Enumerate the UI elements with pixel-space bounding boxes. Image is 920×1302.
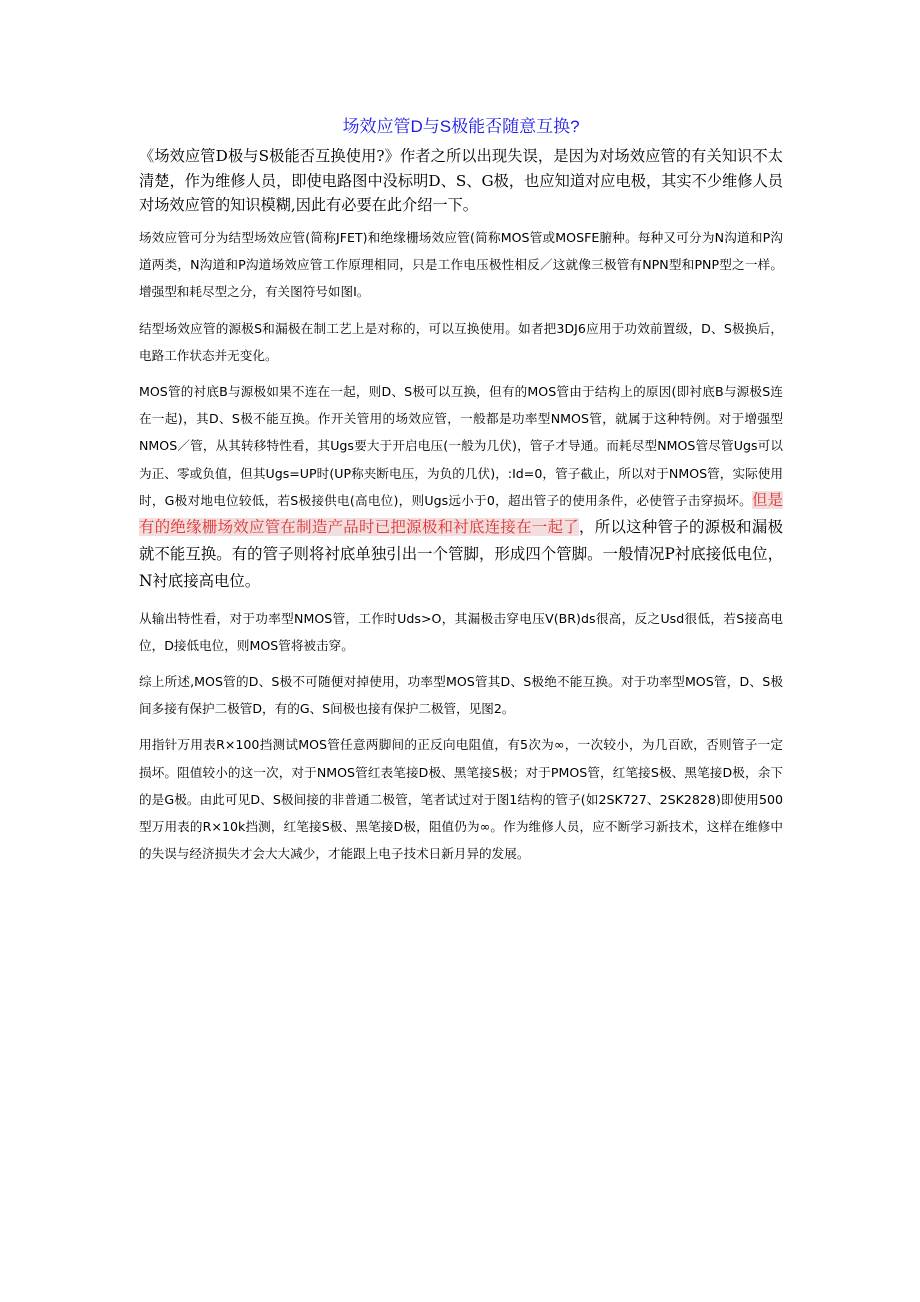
mos-lead-text: MOS管的衬底B与源极如果不连在一起，则D、S极可以互换，但有的MOS管由于结构上的原因(即衬底B与源极S连在一起)，其D、S极不能互换。作开关管用的场效应管，一般都是功率型NMOS管，就属于这种特例。对于增强型NMOS／管，从其转移特性看，其Ugs要大于开启电压(一般为几伏)，管子才导通。而耗尽型NMOS管尽管Ugs可以为正、零或负值，但其Ugs=UP时(UP称夹断电压，为负的几伏)，:Id=0，管子截止，所以对于NMOS管，实际使用时，G极对地电位较低，若S极接供电(高电位)，则Ugs远小于0，超出管子的使用条件，必使管子击穿损坏。 [139, 384, 783, 508]
intro-paragraph: 《场效应管D极与S极能否互换使用?》作者之所以出现失误，是因为对场效应管的有关知识不太清楚，作为维修人员，即使电路图中没标明D、S、G极，也应知道对应电极，其实不少维修人员对场效应管的知识模糊,因此有必要在此介绍一下。 [139, 147, 783, 215]
article-title: 场效应管D与S极能否随意互换? [342, 117, 580, 136]
mos-tail-text: ，所以这种管子的源极和漏极就不能互换。有的管子则将衬底单独引出一个管脚，形成四个管脚。一般情况P衬底接低电位，N衬底接高电位。 [139, 518, 783, 591]
paragraph-summary: 综上所述,MOS管的D、S极不可随便对掉使用，功率型MOS管其D、S极绝不能互换。对于功率型MOS管，D、S极间多接有保护二极管D，有的G、S间极也接有保护二极管，见图2。 [139, 674, 783, 717]
paragraph-mos [139, 378, 783, 596]
highlighted-text: 但是有的绝缘栅场效应管在制造产品时已把源极和衬底连接在一起了 [139, 490, 783, 537]
paragraph-output-characteristics: 从输出特性看，对于功率型NMOS管，工作时Uds>O，其漏极击穿电压V(BR)ds很高，反之Usd很低，若S接高电位，D接低电位，则MOS管将被击穿。 [139, 610, 783, 653]
paragraph-jfet: 结型场效应管的源极S和漏极在制工艺上是对称的，可以互换使用。如者把3DJ6应用于功效前置级，D、S极换后，电路工作状态并无变化。 [139, 320, 783, 363]
paragraph-fet-types: 场效应管可分为结型场效应管(简称JFET)和绝缘栅场效应管(简称MOS管或MOSFE腑种。每种又可分为N沟道和P沟道两类，N沟道和P沟道场效应管工作原理相同，只是工作电压极性相反／这就像三极管有NPN型和PNP型之一样。增强型和耗尽型之分，有关图符号如图I。 [139, 230, 783, 300]
article-body [139, 224, 783, 867]
paragraph-multimeter-test: 用指针万用表R×100挡测试MOS管任意两脚间的正反向电阻值，有5次为∞，一次较小，为几百欧，否则管子一定损坏。阻值较小的这一次，对于NMOS管红表笔接D极、黑笔接S极；对于PMOS管，红笔接S极、黑笔接D极，余下的是G极。由此可见D、S极间接的非普通二极管，笔者试过对于图1结构的管子(如2SK727、2SK2828)即使用500型万用表的R×10k挡测，红笔接S极、黑笔接D极，阻值仍为∞。作为维修人员，应不断学习新技术，这样在维修中的失误与经济损失才会大大减少，才能跟上电子技术日新月异的发展。 [139, 737, 783, 862]
